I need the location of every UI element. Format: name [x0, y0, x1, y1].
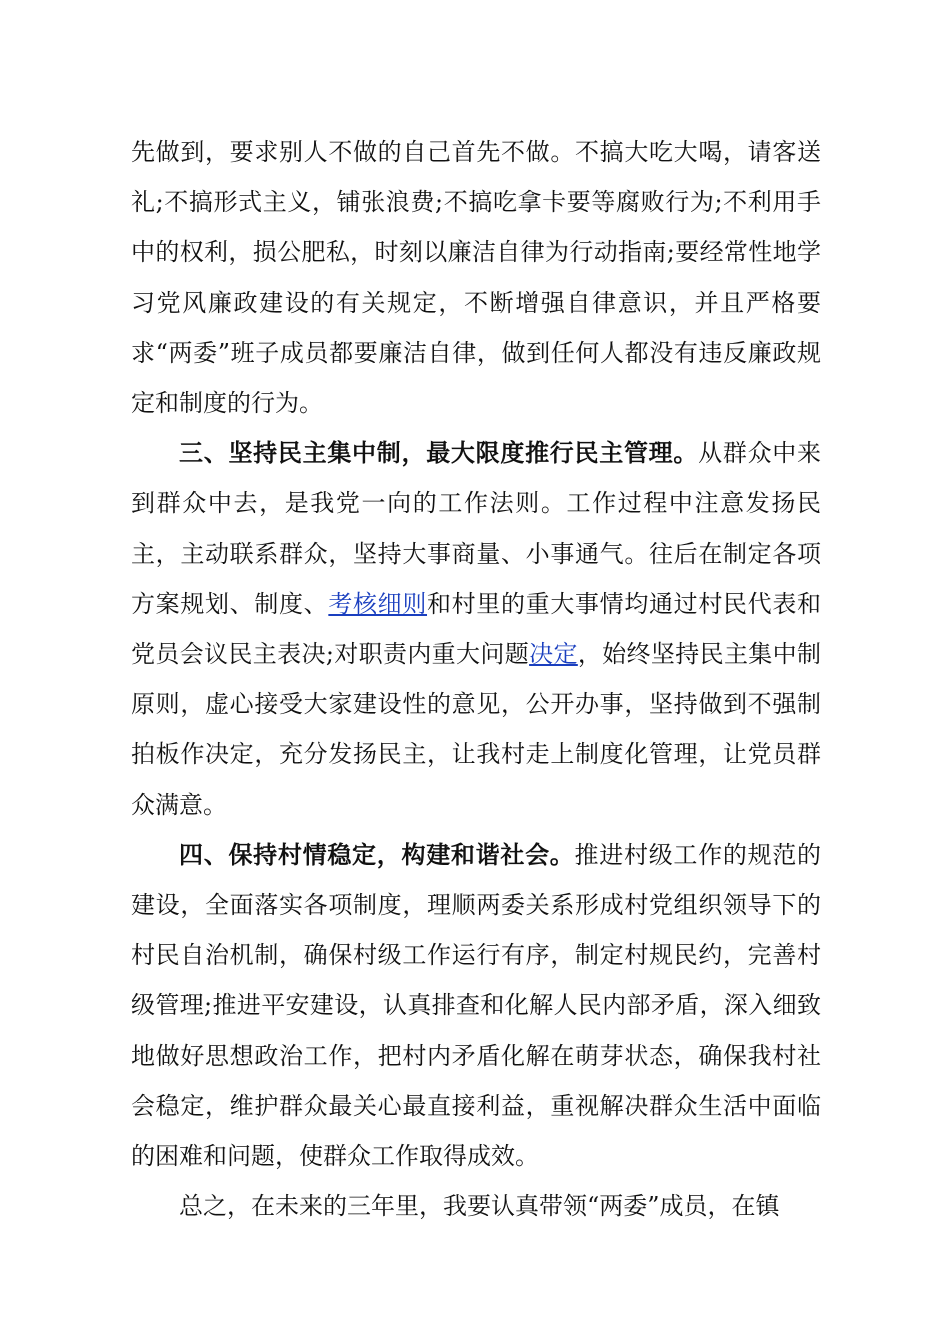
- paragraph-text: 从群众中来到群众中去，是我党一向的工作法则。工作过程中注意发扬民主，主动联系群众，坚持大事商量、小事通气。往后在制定各项方案规划、制度、: [131, 439, 822, 618]
- decision-link[interactable]: 决定: [529, 640, 578, 669]
- paragraph-text: 总之，在未来的三年里，我要认真带领“两委”成员，在镇: [179, 1192, 780, 1221]
- document-body: [131, 127, 821, 1231]
- assessment-rules-link[interactable]: 考核细则: [328, 589, 428, 618]
- paragraph-section-four: [131, 830, 821, 1181]
- paragraph-text: 先做到，要求别人不做的自己首先不做。不搞大吃大喝，请客送礼;不搞形式主义，铺张浪费;不搞吃拿卡要等腐败行为;不利用手中的权利，损公肥私，时刻以廉洁自律为行动指南;要经常性地学习党风廉政建设的有关规定，不断增强自律意识，并且严格要求“两委”班子成员都要廉洁自律，做到任何人都没有违反廉政规定和制度的行为。: [131, 138, 821, 418]
- paragraph-text: ，始终坚持民主集中制原则，虚心接受大家建设性的意见，公开办事，坚持做到不强制拍板作决定，充分发扬民主，让我村走上制度化管理，让党员群众满意。: [131, 640, 822, 819]
- paragraph-section-three: [131, 428, 821, 830]
- paragraph-text: 推进村级工作的规范的建设，全面落实各项制度，理顺两委关系形成村党组织领导下的村民自治机制，确保村级工作运行有序，制定村规民约，完善村级管理;推进平安建设，认真排查和化解人民内部矛盾，深入细致地做好思想政治工作，把村内矛盾化解在萌芽状态，确保我村社会稳定，维护群众最关心最直接利益，重视解决群众生活中面临的困难和问题，使群众工作取得成效。: [131, 840, 822, 1171]
- paragraph-summary: [131, 1181, 821, 1231]
- section-heading-four: 四、保持村情稳定，构建和谐社会。: [179, 839, 575, 869]
- section-heading-three: 三、坚持民主集中制，最大限度推行民主管理。: [179, 438, 699, 468]
- paragraph-text: 和村里的重大事情均通过村民代表和党员会议民主表决;对职责内重大问题: [131, 589, 822, 669]
- paragraph-continuation: [131, 127, 821, 428]
